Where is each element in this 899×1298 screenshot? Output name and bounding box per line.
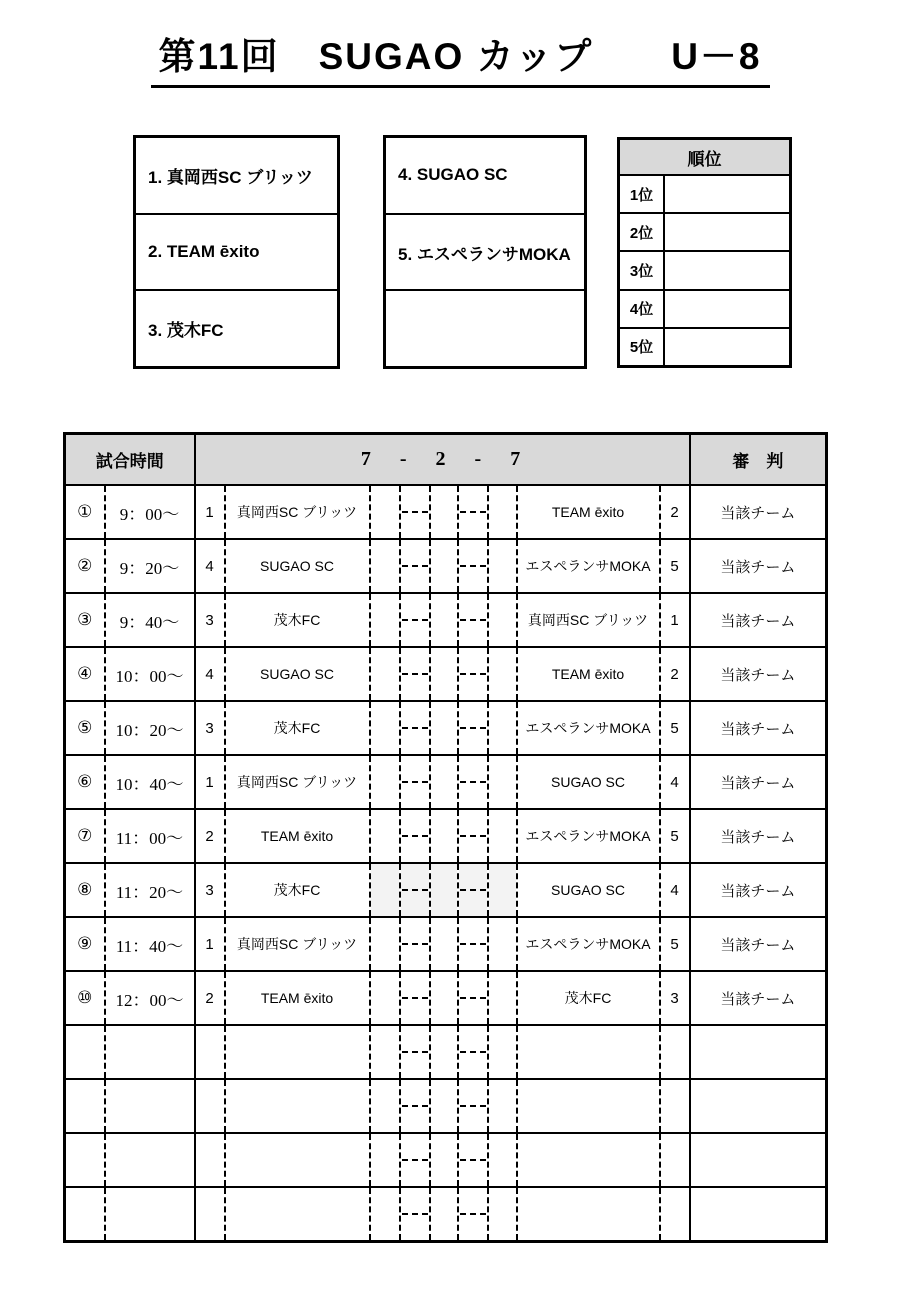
match-time: 9：00～ [105, 485, 195, 539]
score-cell [488, 539, 517, 593]
home-team-name [225, 1133, 370, 1187]
score-dash-cell [400, 971, 430, 1025]
home-team-name: 茂木FC [225, 593, 370, 647]
schedule-header-row [65, 434, 827, 486]
referee-cell: 当該チーム [690, 647, 827, 701]
score-dash-cell [458, 485, 488, 539]
rank-value-2 [665, 214, 789, 250]
score-dash-cell [458, 863, 488, 917]
title-container [0, 26, 899, 88]
score-dash-line [460, 943, 486, 945]
score-cell [370, 593, 400, 647]
home-team-name: 茂木FC [225, 863, 370, 917]
score-dash-line [460, 619, 486, 621]
score-cell [370, 809, 400, 863]
referee-cell: 当該チーム [690, 701, 827, 755]
away-team-number: 4 [660, 755, 690, 809]
home-team-name [225, 1025, 370, 1079]
score-cell [488, 701, 517, 755]
table-row [65, 755, 827, 809]
team-entry-3: 3. 茂木FC [136, 289, 337, 366]
table-row [65, 647, 827, 701]
ranking-table [617, 137, 792, 368]
score-dash-line [460, 835, 486, 837]
away-team-name [517, 1133, 660, 1187]
home-team-number: 4 [195, 647, 225, 701]
score-dash-cell [400, 647, 430, 701]
match-number [65, 1133, 105, 1187]
score-cell [430, 971, 458, 1025]
score-dash-line [460, 673, 486, 675]
score-dash-cell [400, 1079, 430, 1133]
match-time: 9：20～ [105, 539, 195, 593]
score-dash-cell [458, 755, 488, 809]
referee-cell [690, 1079, 827, 1133]
score-dash-cell [400, 1187, 430, 1242]
score-dash-cell [400, 701, 430, 755]
ranking-row-3 [620, 250, 789, 288]
score-cell [370, 971, 400, 1025]
score-cell [430, 539, 458, 593]
rank-value-3 [665, 252, 789, 288]
score-dash-cell [400, 755, 430, 809]
rank-label-3: 3位 [620, 252, 665, 288]
score-cell [488, 863, 517, 917]
score-cell [430, 1133, 458, 1187]
match-number [65, 1025, 105, 1079]
away-team-name [517, 1025, 660, 1079]
away-team-number: 1 [660, 593, 690, 647]
score-dash-cell [400, 593, 430, 647]
match-time: 11：40～ [105, 917, 195, 971]
home-team-name [225, 1187, 370, 1242]
score-cell [430, 809, 458, 863]
referee-cell: 当該チーム [690, 863, 827, 917]
score-dash-line [402, 511, 428, 513]
ranking-row-5 [620, 327, 789, 365]
match-time [105, 1133, 195, 1187]
home-team-number: 3 [195, 593, 225, 647]
score-cell [370, 755, 400, 809]
table-row [65, 701, 827, 755]
match-time: 11：00～ [105, 809, 195, 863]
ranking-row-2 [620, 212, 789, 250]
team-entry-empty [386, 289, 584, 366]
score-dash-line [402, 565, 428, 567]
away-team-number [660, 1133, 690, 1187]
rank-value-4 [665, 291, 789, 327]
away-team-name: エスペランサMOKA [517, 917, 660, 971]
score-dash-line [402, 619, 428, 621]
schedule-table [63, 432, 828, 1243]
home-team-name: TEAM ēxito [225, 971, 370, 1025]
away-team-number: 4 [660, 863, 690, 917]
score-dash-cell [458, 917, 488, 971]
score-cell [430, 485, 458, 539]
table-row [65, 485, 827, 539]
score-cell [488, 755, 517, 809]
score-cell [370, 917, 400, 971]
score-dash-line [402, 1159, 428, 1161]
score-cell [370, 485, 400, 539]
score-dash-cell [458, 809, 488, 863]
home-team-name: 真岡西SC ブリッツ [225, 755, 370, 809]
match-number [65, 1079, 105, 1133]
score-dash-line [460, 565, 486, 567]
referee-cell [690, 1133, 827, 1187]
match-number: ⑤ [65, 701, 105, 755]
match-number: ⑩ [65, 971, 105, 1025]
rank-value-5 [665, 329, 789, 365]
away-team-number [660, 1079, 690, 1133]
header-referee: 審 判 [690, 434, 827, 486]
score-cell [430, 863, 458, 917]
score-cell [370, 701, 400, 755]
score-dash-cell [400, 809, 430, 863]
table-row [65, 539, 827, 593]
score-dash-line [402, 781, 428, 783]
team-list-box-2 [383, 135, 587, 369]
match-number: ④ [65, 647, 105, 701]
score-cell [370, 1025, 400, 1079]
table-row [65, 917, 827, 971]
score-cell [488, 593, 517, 647]
referee-cell [690, 1025, 827, 1079]
ranking-header: 順位 [620, 140, 789, 176]
score-cell [430, 593, 458, 647]
score-dash-cell [458, 971, 488, 1025]
score-cell [488, 1133, 517, 1187]
score-cell [430, 701, 458, 755]
match-number: ⑦ [65, 809, 105, 863]
ranking-row-1 [620, 176, 789, 212]
page-title: 第11回 SUGAO カップ U－8 [151, 26, 770, 88]
referee-cell: 当該チーム [690, 539, 827, 593]
score-dash-line [402, 997, 428, 999]
rank-label-5: 5位 [620, 329, 665, 365]
home-team-number: 3 [195, 701, 225, 755]
score-dash-line [460, 1051, 486, 1053]
away-team-name: 茂木FC [517, 971, 660, 1025]
home-team-number: 3 [195, 863, 225, 917]
referee-cell: 当該チーム [690, 755, 827, 809]
table-row [65, 809, 827, 863]
score-cell [430, 917, 458, 971]
score-dash-cell [400, 1133, 430, 1187]
home-team-number [195, 1187, 225, 1242]
home-team-name: 真岡西SC ブリッツ [225, 485, 370, 539]
score-cell [370, 539, 400, 593]
home-team-number [195, 1079, 225, 1133]
match-time: 10：20～ [105, 701, 195, 755]
table-row [65, 863, 827, 917]
table-row [65, 971, 827, 1025]
away-team-name: TEAM ēxito [517, 485, 660, 539]
home-team-number: 1 [195, 917, 225, 971]
score-cell [370, 1187, 400, 1242]
referee-cell [690, 1187, 827, 1242]
score-dash-line [402, 889, 428, 891]
score-cell [430, 755, 458, 809]
match-time: 9：40～ [105, 593, 195, 647]
score-dash-cell [458, 1187, 488, 1242]
away-team-name: 真岡西SC ブリッツ [517, 593, 660, 647]
rank-label-4: 4位 [620, 291, 665, 327]
score-cell [488, 485, 517, 539]
score-dash-line [460, 781, 486, 783]
score-dash-line [460, 997, 486, 999]
score-dash-line [460, 1105, 486, 1107]
home-team-name: TEAM ēxito [225, 809, 370, 863]
away-team-name: SUGAO SC [517, 863, 660, 917]
away-team-number: 5 [660, 701, 690, 755]
away-team-name: エスペランサMOKA [517, 809, 660, 863]
score-dash-line [460, 511, 486, 513]
score-dash-line [402, 727, 428, 729]
match-number: ⑧ [65, 863, 105, 917]
match-number: ⑨ [65, 917, 105, 971]
away-team-name: TEAM ēxito [517, 647, 660, 701]
home-team-name: SUGAO SC [225, 647, 370, 701]
score-dash-cell [458, 539, 488, 593]
score-dash-line [402, 1213, 428, 1215]
table-row-empty [65, 1187, 827, 1242]
score-cell [430, 647, 458, 701]
match-number: ① [65, 485, 105, 539]
home-team-number: 2 [195, 971, 225, 1025]
away-team-number: 5 [660, 539, 690, 593]
away-team-number [660, 1025, 690, 1079]
header-match-time: 試合時間 [65, 434, 195, 486]
score-dash-cell [458, 647, 488, 701]
home-team-number [195, 1133, 225, 1187]
match-number [65, 1187, 105, 1242]
home-team-name: 茂木FC [225, 701, 370, 755]
score-dash-line [460, 1159, 486, 1161]
score-cell [370, 1079, 400, 1133]
match-number: ⑥ [65, 755, 105, 809]
away-team-number: 2 [660, 485, 690, 539]
table-row-empty [65, 1025, 827, 1079]
score-dash-cell [400, 863, 430, 917]
away-team-number: 5 [660, 917, 690, 971]
away-team-number: 3 [660, 971, 690, 1025]
score-dash-line [402, 1051, 428, 1053]
score-dash-cell [458, 1025, 488, 1079]
score-cell [430, 1025, 458, 1079]
home-team-name: SUGAO SC [225, 539, 370, 593]
score-cell [430, 1079, 458, 1133]
match-number: ③ [65, 593, 105, 647]
score-dash-line [402, 943, 428, 945]
score-dash-cell [400, 1025, 430, 1079]
score-dash-line [402, 673, 428, 675]
score-dash-line [460, 1213, 486, 1215]
score-cell [370, 863, 400, 917]
home-team-number: 4 [195, 539, 225, 593]
score-cell [370, 1133, 400, 1187]
away-team-name: SUGAO SC [517, 755, 660, 809]
referee-cell: 当該チーム [690, 917, 827, 971]
home-team-number: 1 [195, 485, 225, 539]
referee-cell: 当該チーム [690, 593, 827, 647]
match-number: ② [65, 539, 105, 593]
match-time: 12：00～ [105, 971, 195, 1025]
score-cell [488, 917, 517, 971]
score-cell [488, 647, 517, 701]
match-time: 10：00～ [105, 647, 195, 701]
away-team-number: 5 [660, 809, 690, 863]
score-dash-cell [458, 1133, 488, 1187]
table-row-empty [65, 1133, 827, 1187]
score-dash-line [460, 889, 486, 891]
team-list-box-1 [133, 135, 340, 369]
score-cell [370, 647, 400, 701]
header-match-format: 7 - 2 - 7 [195, 434, 690, 486]
team-entry-4: 4. SUGAO SC [398, 165, 508, 185]
referee-cell: 当該チーム [690, 809, 827, 863]
score-dash-line [402, 835, 428, 837]
home-team-number [195, 1025, 225, 1079]
team-entry-5: 5. エスペランサMOKA [386, 213, 584, 290]
home-team-name [225, 1079, 370, 1133]
score-dash-cell [400, 539, 430, 593]
rank-label-2: 2位 [620, 214, 665, 250]
match-time: 10：40～ [105, 755, 195, 809]
score-dash-cell [400, 917, 430, 971]
score-cell [488, 1187, 517, 1242]
home-team-name: 真岡西SC ブリッツ [225, 917, 370, 971]
ranking-row-4 [620, 289, 789, 327]
away-team-number [660, 1187, 690, 1242]
away-team-number: 2 [660, 647, 690, 701]
score-cell [488, 1079, 517, 1133]
score-cell [488, 1025, 517, 1079]
match-time [105, 1079, 195, 1133]
home-team-number: 1 [195, 755, 225, 809]
team-entry-2: 2. TEAM ēxito [136, 213, 337, 290]
away-team-name [517, 1079, 660, 1133]
score-cell [488, 809, 517, 863]
score-dash-cell [458, 1079, 488, 1133]
match-time: 11：20～ [105, 863, 195, 917]
away-team-name [517, 1187, 660, 1242]
score-cell [488, 971, 517, 1025]
home-team-number: 2 [195, 809, 225, 863]
score-dash-line [460, 727, 486, 729]
score-dash-cell [400, 485, 430, 539]
match-time [105, 1187, 195, 1242]
away-team-name: エスペランサMOKA [517, 701, 660, 755]
referee-cell: 当該チーム [690, 971, 827, 1025]
score-dash-cell [458, 593, 488, 647]
table-row-empty [65, 1079, 827, 1133]
away-team-name: エスペランサMOKA [517, 539, 660, 593]
rank-label-1: 1位 [620, 176, 665, 212]
score-cell [430, 1187, 458, 1242]
match-time [105, 1025, 195, 1079]
referee-cell: 当該チーム [690, 485, 827, 539]
table-row [65, 593, 827, 647]
team-entry-1: 1. 真岡西SC ブリッツ [148, 167, 313, 187]
rank-value-1 [665, 176, 789, 212]
score-dash-cell [458, 701, 488, 755]
score-dash-line [402, 1105, 428, 1107]
